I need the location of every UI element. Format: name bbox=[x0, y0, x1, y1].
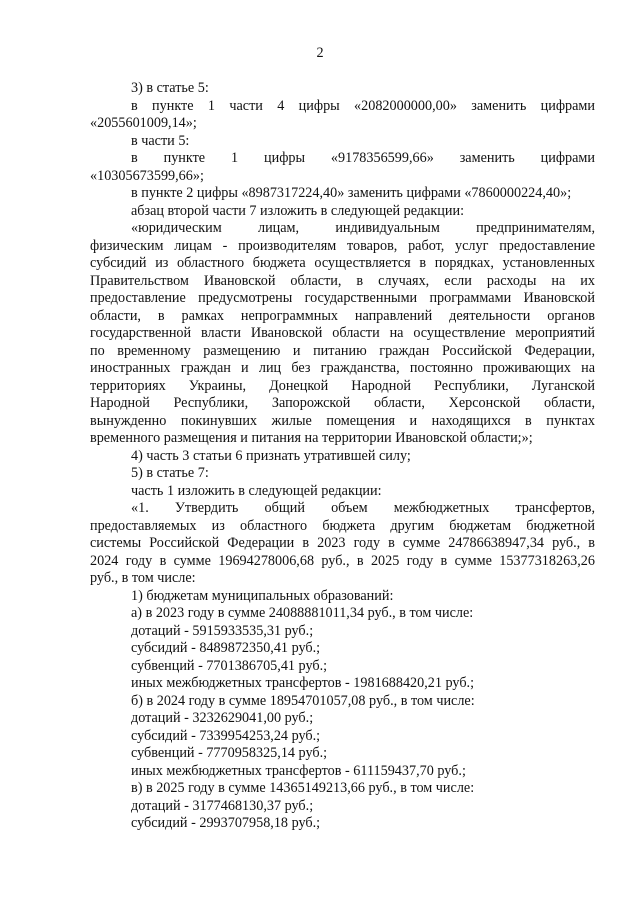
text-line: государственной власти Ивановской области на осуществление мероприятий bbox=[90, 325, 595, 341]
text-line: дотаций - 3177468130,37 руб.; bbox=[131, 797, 314, 814]
text-line: субвенций - 7770958325,14 руб.; bbox=[131, 745, 328, 761]
text-line: 4) часть 3 статьи 6 признать утратившей силу; bbox=[131, 447, 411, 464]
text-line: иностранных граждан и лиц без гражданства, постоянно проживающих на bbox=[90, 360, 595, 376]
text-line: предоставляемых из областного бюджета другим бюджетам бюджетной bbox=[90, 517, 595, 534]
text-line: Народной Республики, Запорожской области, Херсонской области, bbox=[90, 395, 595, 411]
text-line: субсидий - 8489872350,41 руб.; bbox=[131, 640, 321, 656]
text-line: «1. Утвердить общий объем межбюджетных трансфертов, bbox=[131, 500, 595, 516]
text-line: дотаций - 5915933535,31 руб.; bbox=[131, 622, 314, 639]
text-line: в) в 2025 году в сумме 14365149213,66 руб., в том числе: bbox=[131, 780, 475, 796]
text-line: субсидий из областного бюджета осуществляется в порядках, установленных bbox=[90, 255, 595, 271]
text-line: вынужденно покинувших жилые помещения и находящихся в пунктах bbox=[90, 412, 595, 429]
text-line: «юридическим лицам, индивидуальным предпринимателям, bbox=[131, 220, 595, 236]
text-line: абзац второй части 7 изложить в следующей редакции: bbox=[131, 202, 465, 219]
text-line: в пункте 1 части 4 цифры «2082000000,00» заменить цифрами bbox=[131, 97, 595, 114]
text-line: «2055601009,14»; bbox=[90, 115, 197, 131]
text-line: временного размещения и питания на территории Ивановской области;»; bbox=[90, 430, 533, 446]
text-line: в части 5: bbox=[131, 132, 190, 149]
text-line: 2024 году в сумме 19694278006,68 руб., в 2025 году в сумме 15377318263,26 bbox=[90, 552, 595, 569]
text-line: иных межбюджетных трансфертов - 611159437,70 руб.; bbox=[131, 762, 466, 779]
text-line: системы Российской Федерации в 2023 году в сумме 24786638947,34 руб., в bbox=[90, 535, 595, 551]
page-number: 2 bbox=[316, 45, 324, 61]
text-line: 5) в статье 7: bbox=[131, 465, 209, 481]
document-body bbox=[90, 80, 595, 833]
text-line: Правительством Ивановской области, в случаях, если расходы на их bbox=[90, 272, 595, 289]
text-line: иных межбюджетных трансфертов - 1981688420,21 руб.; bbox=[131, 675, 475, 691]
text-line: предоставление предусмотрены государственными программами Ивановской bbox=[90, 290, 595, 306]
text-line: субсидий - 2993707958,18 руб.; bbox=[131, 815, 321, 831]
text-line: 3) в статье 5: bbox=[131, 80, 209, 96]
text-line: 1) бюджетам муниципальных образований: bbox=[131, 587, 394, 604]
text-line: территориях Украины, Донецкой Народной Республики, Луганской bbox=[90, 377, 595, 394]
text-line: в пункте 1 цифры «9178356599,66» заменить цифрами bbox=[131, 150, 595, 166]
text-line: «10305673599,66»; bbox=[90, 167, 204, 184]
text-line: субсидий - 7339954253,24 руб.; bbox=[131, 727, 321, 744]
text-line: руб., в том числе: bbox=[90, 570, 196, 586]
text-line: а) в 2023 году в сумме 24088881011,34 руб., в том числе: bbox=[131, 605, 474, 621]
text-line: б) в 2024 году в сумме 18954701057,08 руб., в том числе: bbox=[131, 692, 475, 709]
text-line: области, в рамках непрограммных направлений деятельности органов bbox=[90, 307, 595, 324]
text-line: субвенций - 7701386705,41 руб.; bbox=[131, 657, 328, 674]
text-line: часть 1 изложить в следующей редакции: bbox=[131, 482, 382, 499]
text-line: по временному размещению и питанию граждан Российской Федерации, bbox=[90, 342, 595, 359]
text-line: физическим лицам - производителям товаров, работ, услуг предоставление bbox=[90, 237, 595, 254]
text-line: в пункте 2 цифры «8987317224,40» заменить цифрами «7860000224,40»; bbox=[131, 185, 572, 201]
text-line: дотаций - 3232629041,00 руб.; bbox=[131, 710, 314, 726]
